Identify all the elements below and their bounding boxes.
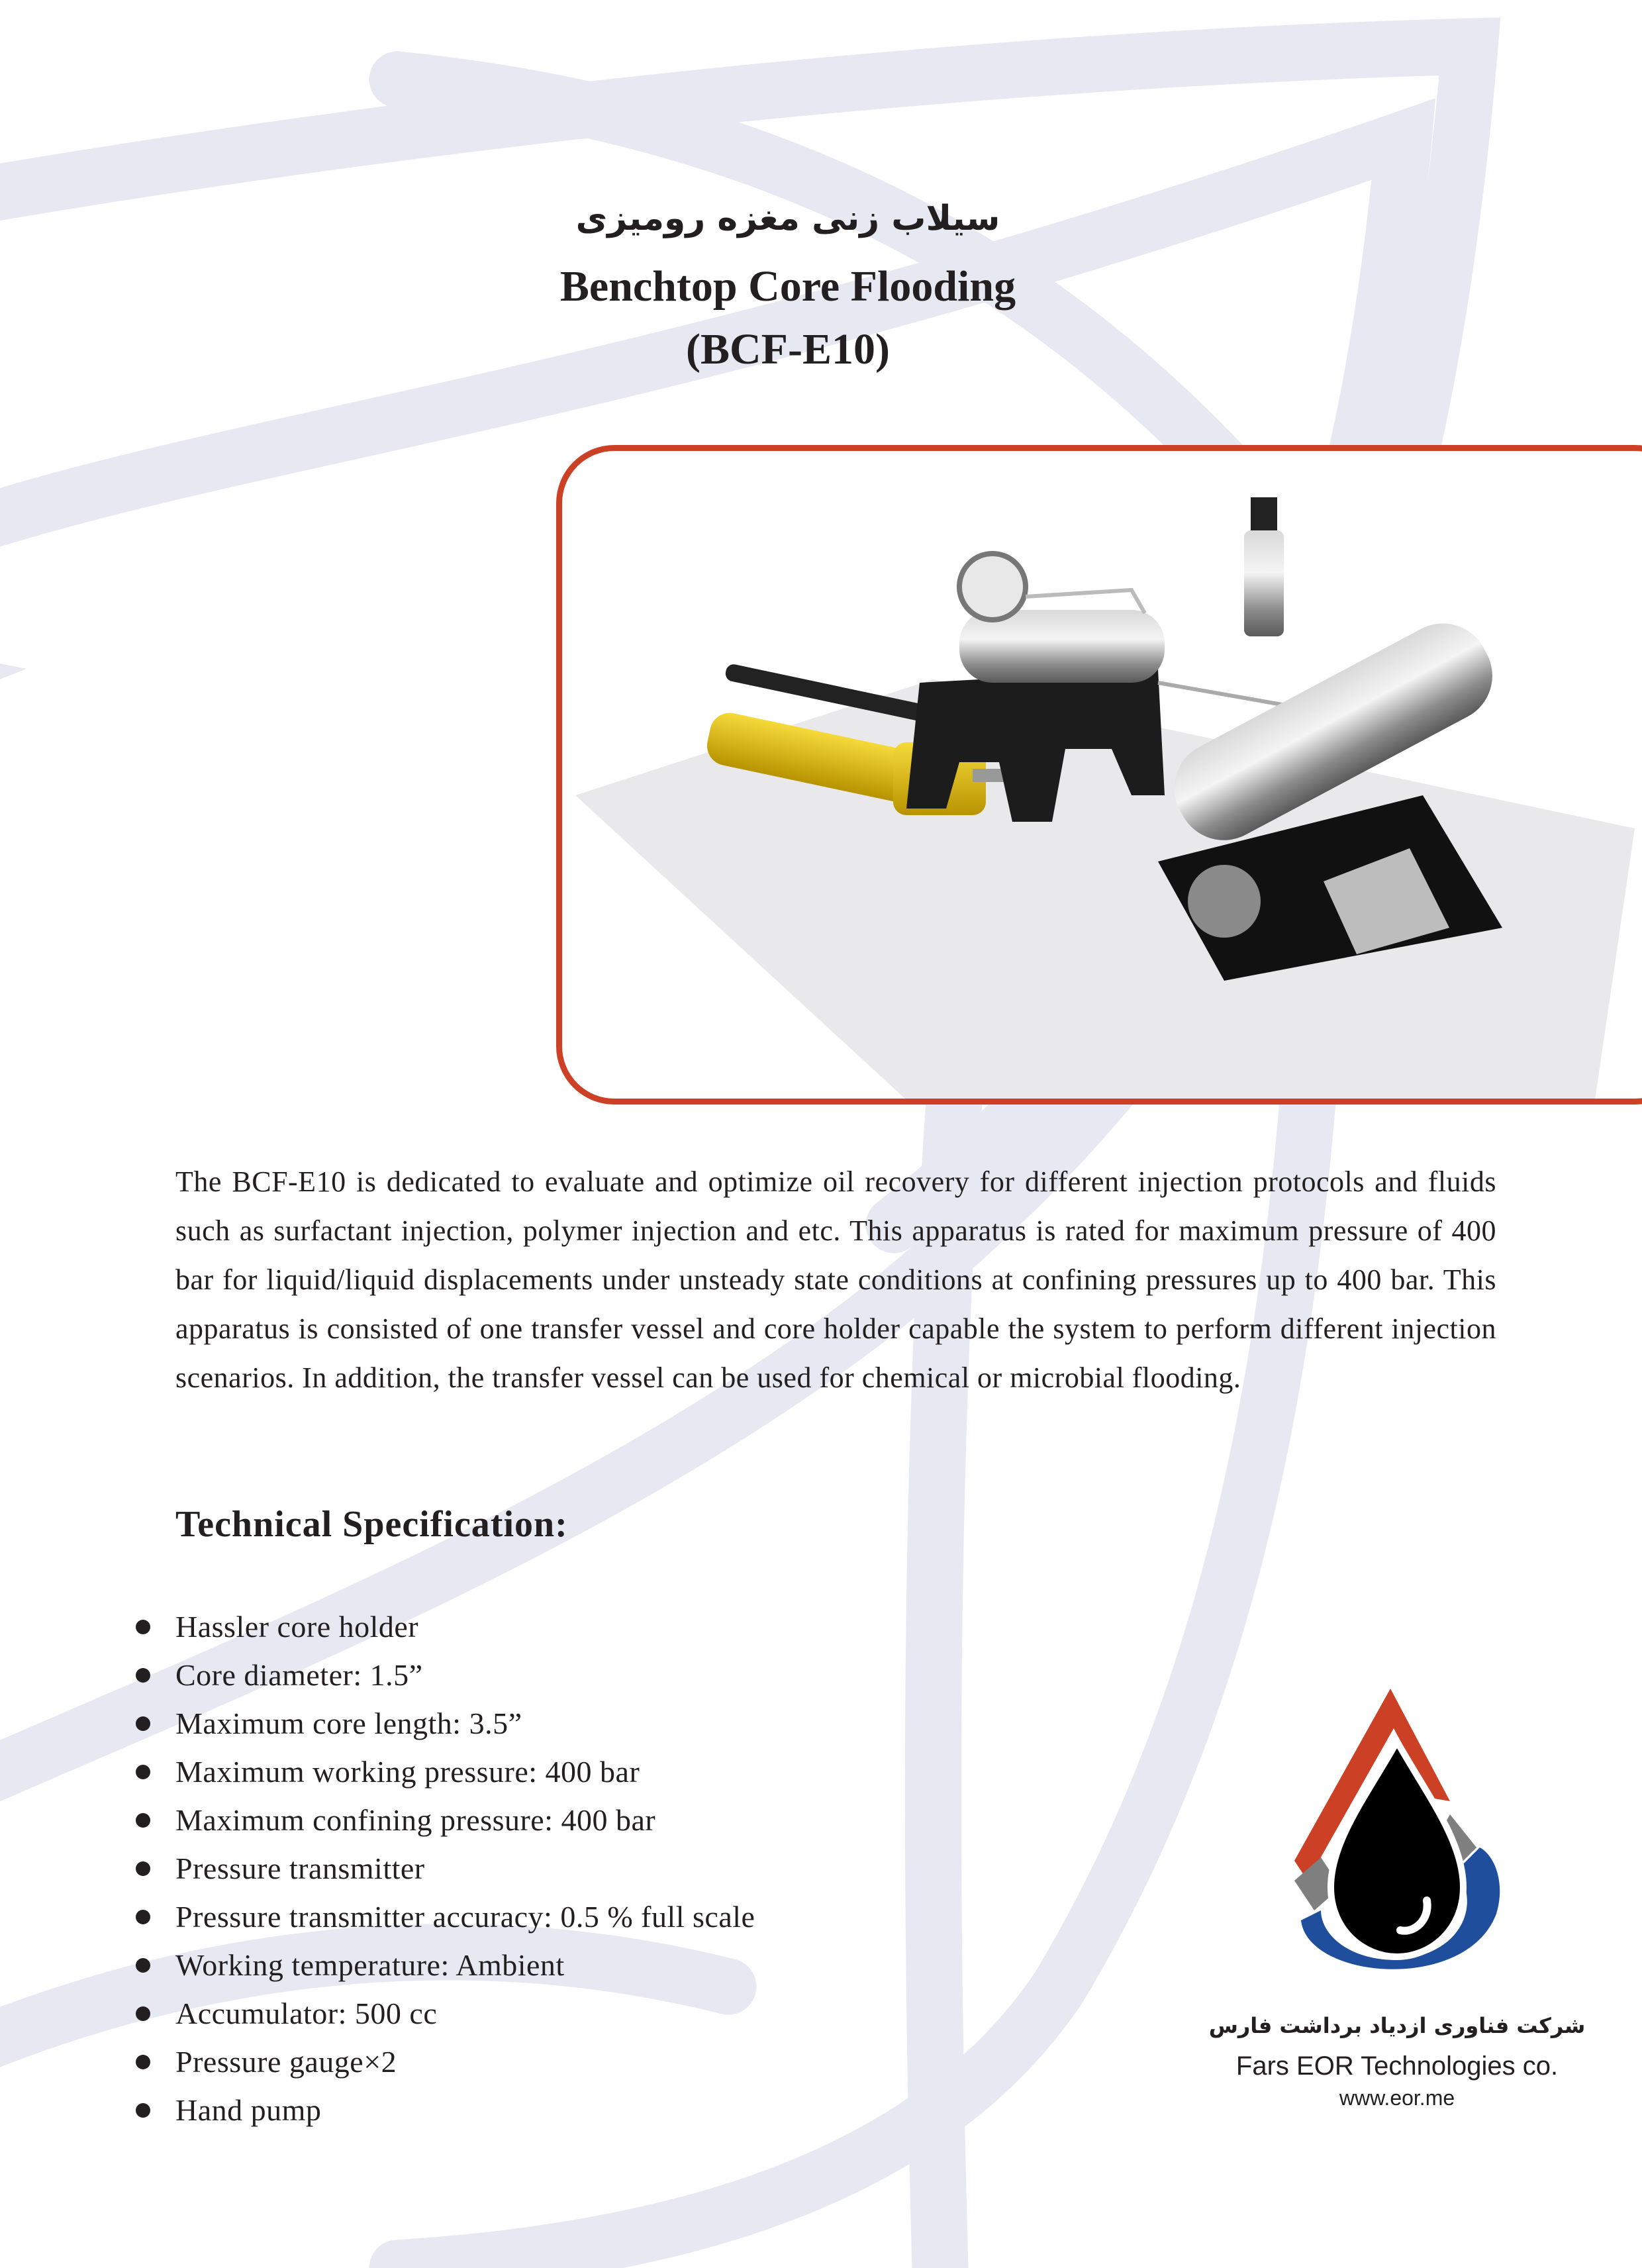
spec-item <box>136 2086 755 2134</box>
bullet-icon <box>136 2055 150 2069</box>
spec-item <box>136 1989 755 2038</box>
spec-item <box>136 1796 755 1844</box>
spec-item <box>136 2038 755 2086</box>
product-photo <box>562 451 1642 1099</box>
spec-item-text: Hassler core holder <box>175 1610 419 1644</box>
product-photo-frame <box>556 445 1642 1105</box>
bullet-icon <box>136 2006 150 2021</box>
bullet-icon <box>136 1716 150 1731</box>
spec-item-text: Accumulator: 500 cc <box>175 1997 438 2030</box>
spec-item <box>136 1651 755 1699</box>
core-holder-stand <box>906 554 1165 822</box>
spec-item-text: Pressure gauge×2 <box>175 2045 397 2079</box>
page-title: Benchtop Core Flooding <box>559 262 1016 311</box>
spec-item-text: Pressure transmitter <box>175 1851 425 1885</box>
spec-item-text: Core diameter: 1.5” <box>175 1658 423 1692</box>
spec-item-text: Working temperature: Ambient <box>175 1948 565 1982</box>
spec-item <box>136 1699 755 1748</box>
spec-item-text: Maximum core length: 3.5” <box>175 1706 522 1740</box>
bullet-icon <box>136 1958 150 1973</box>
spec-item-text: Maximum confining pressure: 400 bar <box>175 1803 656 1837</box>
company-website-link[interactable]: www.eor.me <box>1339 2086 1455 2110</box>
spec-item <box>136 1748 755 1796</box>
bullet-icon <box>136 1620 150 1634</box>
spec-item-text: Hand pump <box>175 2093 322 2127</box>
product-description: The BCF-E10 is dedicated to evaluate and optimize oil recovery for different injection protocols and fluids such as surfactant injection, polymer injection and etc. This apparatus is rated for maximum pressure of 400 bar for liquid/liquid displacements under unsteady state conditions at confining pressures up to 400 bar. This apparatus is consisted of one transfer vessel and core holder capable the system to perform different injection scenarios. In addition, the transfer vessel can be used for chemical or microbial flooding. <box>175 1165 1496 1394</box>
page-title-persian: سیلاب زنی مغزه رومیزی <box>575 199 1000 238</box>
bullet-icon <box>136 1861 150 1876</box>
bullet-icon <box>136 1910 150 1924</box>
spec-list <box>136 1602 755 2134</box>
company-name-persian: شرکت فناوری ازدیاد برداشت فارس <box>1208 2013 1586 2038</box>
model-code: (BCF-E10) <box>686 325 890 373</box>
bullet-icon <box>136 2103 150 2118</box>
company-logo-icon <box>1288 1689 1506 1987</box>
spec-item <box>136 1844 755 1893</box>
spec-heading: Technical Specification: <box>175 1504 568 1545</box>
bullet-icon <box>136 1765 150 1779</box>
spec-item-text: Maximum working pressure: 400 bar <box>175 1755 640 1789</box>
company-name: Fars EOR Technologies co. <box>1235 2051 1559 2081</box>
spec-item <box>136 1602 755 1651</box>
bullet-icon <box>136 1668 150 1683</box>
spec-item <box>136 1941 755 1989</box>
spec-item-text: Pressure transmitter accuracy: 0.5 % full scale <box>175 1900 755 1934</box>
bullet-icon <box>136 1813 150 1828</box>
spec-item <box>136 1893 755 1941</box>
